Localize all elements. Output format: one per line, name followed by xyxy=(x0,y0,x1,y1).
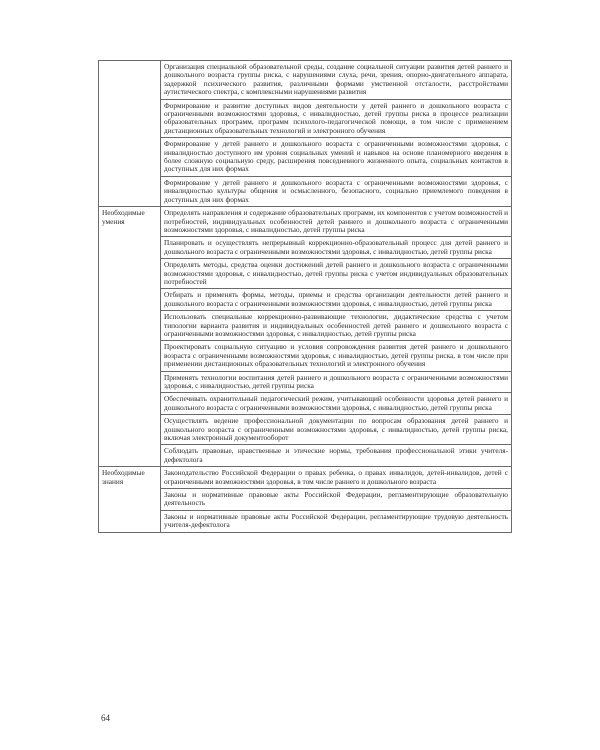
knowledge-label: Необходимые знания xyxy=(99,467,161,532)
page-number: 64 xyxy=(101,713,110,723)
table-row xyxy=(99,489,512,511)
table-row xyxy=(99,207,512,237)
table-row xyxy=(99,259,512,289)
table-cell: Применять технологии воспитания детей раннего и дошкольного возраста с ограниченными возможностями здоровья, с инвалидностью, детей группы риска xyxy=(161,371,512,393)
empty-label-cell xyxy=(99,61,161,207)
table-cell: Осуществлять ведение профессиональной документации по вопросам образования детей раннего и дошкольного возраста с ограниченными возможностями здоровья, с инвалидностью, детей группы риска, включая электронный документооборот xyxy=(161,415,512,445)
table-row xyxy=(99,510,512,532)
table-cell: Формирование у детей раннего и дошкольного возраста с ограниченными возможностями здоровья, с инвалидностью доступного им уровня социальных умений и навыков на основе планомерного введения в более сложную социальную среду, расширения повседневного жизненного опыта, социальных контактов в доступных для них формах xyxy=(161,138,512,177)
table-row xyxy=(99,289,512,311)
table-cell: Отбирать и применять формы, методы, приемы и средства организации деятельности детей раннего и дошкольного возраста с ограниченными возможностями здоровья, с инвалидностью, детей группы риска xyxy=(161,289,512,311)
table-cell: Определять методы, средства оценки достижений детей раннего и дошкольного возраста с ограниченными возможностями здоровья, с инвалидностью, детей группы риска с учетом индивидуальных образовательных потребностей xyxy=(161,259,512,289)
skills-label: Необходимые умения xyxy=(99,207,161,467)
requirements-table xyxy=(98,60,512,533)
table-cell: Формирование у детей раннего и дошкольного возраста с ограниченными возможностями здоровья, с инвалидностью культуры общения и осмысленного, безопасного, социально приемлемого поведения в доступных для них формах xyxy=(161,176,512,206)
table-row xyxy=(99,61,512,100)
table-cell: Планировать и осуществлять непрерывный коррекционно-образовательный процесс для детей раннего и дошкольного возраста с ограниченными возможностями здоровья, с инвалидностью, детей группы риска xyxy=(161,237,512,259)
table-row xyxy=(99,176,512,206)
table-row xyxy=(99,467,512,489)
table-cell: Организация специальной образовательной среды, создание социальной ситуации развития детей раннего и дошкольного возраста группы риска, с нарушениями слуха, речи, зрения, опорно-двигательного аппарата, задержкой психического развития, различными формами умственной отсталости, расстройствами аутистического спектра, с комплексными нарушениями развития xyxy=(161,61,512,100)
table-cell: Проектировать социальную ситуацию и условия сопровождения развития детей раннего и дошкольного возраста с ограниченными возможностями здоровья, с инвалидностью, детей группы риска, в том числе при применении дистанционных образовательных технологий и электронного обучения xyxy=(161,341,512,371)
table-row xyxy=(99,311,512,341)
table-cell: Обеспечивать охранительный педагогический режим, учитывающий особенности здоровья детей раннего и дошкольного возраста с ограниченными возможностями здоровья, с инвалидностью, детей группы риска xyxy=(161,393,512,415)
table-row xyxy=(99,371,512,393)
table-cell: Законодательство Российской Федерации о правах ребенка, о правах инвалидов, детей-инвалидов, детей с ограниченными возможностями здоровья, в том числе раннего и дошкольного возраста xyxy=(161,467,512,489)
table-row xyxy=(99,237,512,259)
table-cell: Законы и нормативные правовые акты Российской Федерации, регламентирующие трудовую деятельность учителя-дефектолога xyxy=(161,510,512,532)
table-row xyxy=(99,341,512,371)
table-row xyxy=(99,393,512,415)
table-cell: Определять направления и содержание образовательных программ, их компонентов с учетом возможностей и потребностей, индивидуальных особенностей детей раннего и дошкольного возраста с ограниченными возможностями здоровья, с инвалидностью, детей группы риска xyxy=(161,207,512,237)
table-row xyxy=(99,445,512,467)
table-cell: Соблюдать правовые, нравственные и этические нормы, требования профессиональной этики учителя-дефектолога xyxy=(161,445,512,467)
table-row xyxy=(99,415,512,445)
table-row xyxy=(99,99,512,138)
table-cell: Законы и нормативные правовые акты Российской Федерации, регламентирующие образовательную деятельность xyxy=(161,489,512,511)
table-row xyxy=(99,138,512,177)
table-cell: Формирование и развитие доступных видов деятельности у детей раннего и дошкольного возраста с ограниченными возможностями здоровья, с инвалидностью, детей группы риска в процессе реализации образовательных программ, программ психолого-педагогической помощи, в том числе с применением дистанционных образовательных технологий и электронного обучения xyxy=(161,99,512,138)
table-cell: Использовать специальные коррекционно-развивающие технологии, дидактические средства с учетом типологии варианта развития и индивидуальных особенностей детей раннего и дошкольного возраста с ограниченными возможностями здоровья, с инвалидностью, детей группы риска xyxy=(161,311,512,341)
